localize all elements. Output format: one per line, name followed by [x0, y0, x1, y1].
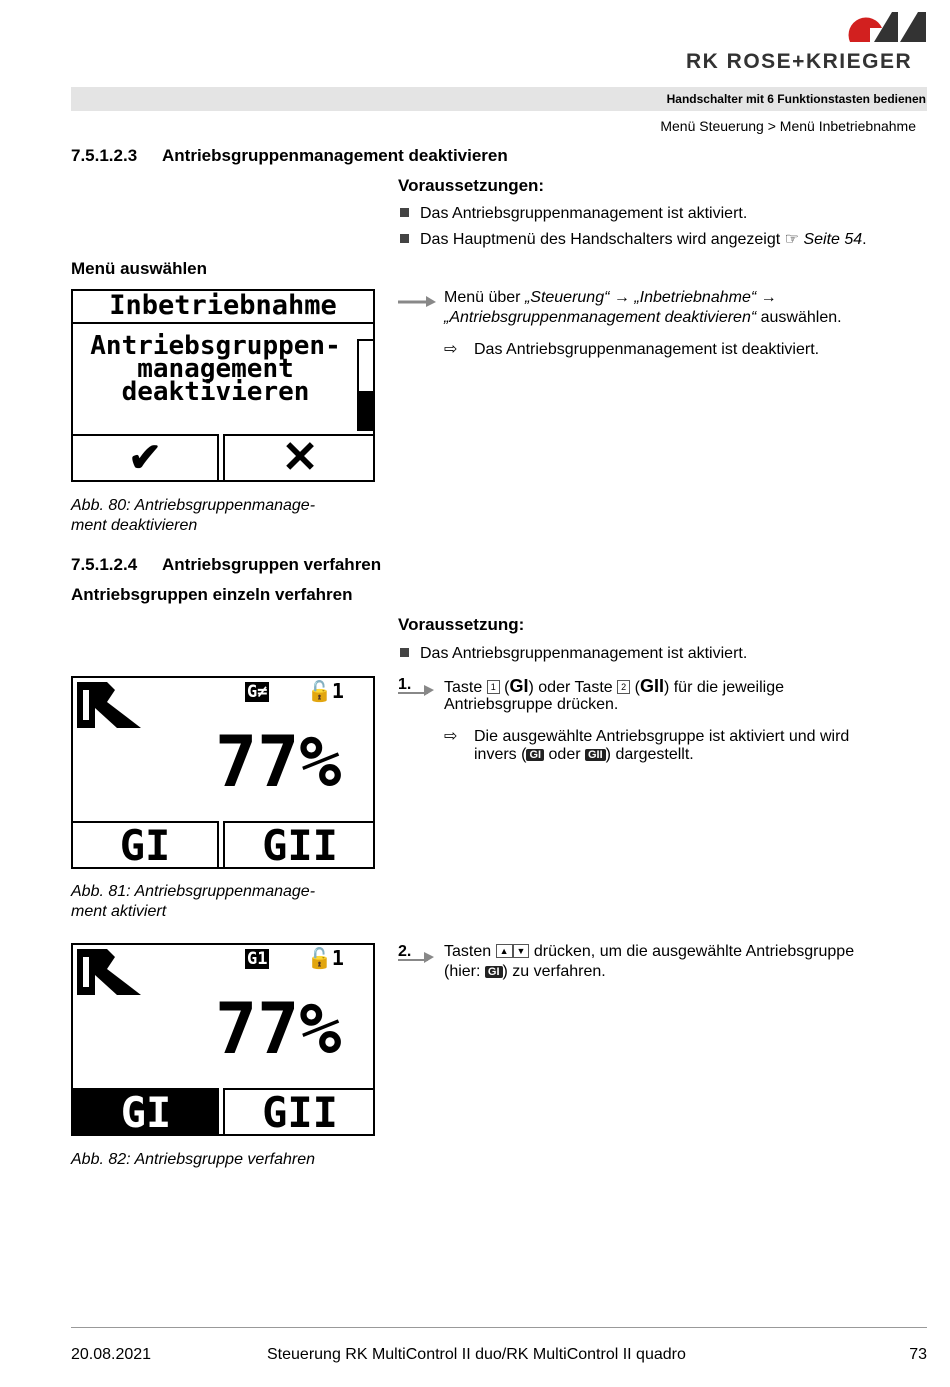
step-arrow-icon	[398, 293, 436, 307]
lcd-menu-text: Antriebsgruppen- management deaktivieren	[90, 331, 341, 407]
logo-mark-icon	[846, 8, 928, 44]
prereq-item: Das Antriebsgruppenmanagement ist aktiviert.	[400, 645, 747, 663]
prereq-heading-1: Voraussetzungen:	[398, 176, 545, 195]
left-heading-menu: Menü auswählen	[71, 259, 208, 278]
prereq-item: Das Hauptmenü des Handschalters wird angezeigt ☞ Seite 54.	[400, 229, 867, 249]
result-arrow-icon: ⇨	[444, 728, 458, 745]
breadcrumb: Menü Steuerung > Menü Inbetriebnahme	[660, 118, 916, 134]
result-text: invers ( GI oder GII ) dargestellt.	[474, 746, 694, 763]
lcd-screen-deactivate	[71, 289, 375, 482]
group-inverse-icon: GI	[485, 966, 503, 978]
percent-display: 77%	[215, 721, 342, 803]
lcd-title: Inbetriebnahme	[73, 291, 373, 324]
group-indicator: G≠	[247, 682, 268, 702]
footer-title: Steuerung RK MultiControl II duo/RK MultiControl II quadro	[267, 1346, 686, 1363]
step-text: Menü über „Steuerung“ → „Inbetriebnahme“ →	[444, 289, 777, 306]
brand-logo	[846, 8, 928, 44]
bullet-icon	[400, 234, 409, 243]
figure-caption-81: Abb. 81: Antriebsgruppenmanage- ment aktiviert	[71, 883, 316, 920]
step-number: 2.	[398, 943, 412, 960]
group-1-button: GI	[73, 821, 219, 869]
prereq-item: Das Antriebsgruppenmanagement ist aktiviert.	[400, 205, 747, 223]
figure-caption-82: Abb. 82: Antriebsgruppe verfahren	[71, 1151, 316, 1168]
step-text: Tasten ▲ ▼ drücken, um die ausgewählte Antriebsgruppe	[444, 943, 855, 960]
section-number-2: 7.5.1.2.4	[71, 555, 138, 574]
figure-caption-80: Abb. 80: Antriebsgruppenmanage- ment deaktivieren	[71, 497, 316, 534]
step-text: „Antriebsgruppenmanagement deaktivieren“ auswählen.	[444, 309, 842, 326]
lcd-scrollbar	[357, 339, 375, 431]
section-number-1: 7.5.1.2.3	[71, 146, 138, 165]
page-header-title: Handschalter mit 6 Funktionstasten bedienen	[666, 92, 926, 106]
footer-divider	[71, 1327, 927, 1328]
footer-date: 20.08.2021	[71, 1346, 152, 1363]
step-text: Taste 1 (GI) oder Taste 2 (GII) für die jeweilige	[444, 676, 785, 696]
link-hand-icon: ☞	[784, 231, 799, 248]
rk-logo-icon	[77, 682, 141, 728]
section-title-2: Antriebsgruppen verfahren	[162, 555, 382, 574]
key-1-icon: 1	[487, 680, 500, 694]
lcd-cancel-button	[223, 434, 375, 482]
group-inverse-icon: GI	[526, 749, 544, 761]
step-number: 1.	[398, 676, 412, 693]
result-text: ⇨ Die ausgewählte Antriebsgruppe ist aktiviert und wird	[444, 728, 850, 745]
group-2-button: GII	[223, 821, 375, 869]
subheading: Antriebsgruppen einzeln verfahren	[71, 585, 353, 604]
bullet-icon	[400, 648, 409, 657]
group-1-button-active: GI	[73, 1088, 219, 1136]
arrow-up-key-icon: ▲	[496, 944, 513, 958]
group-inverse-icon: GII	[585, 749, 606, 761]
key-2-icon: 2	[617, 680, 630, 694]
group-2-button: GII	[223, 1088, 375, 1136]
group-indicator: G1	[247, 949, 268, 969]
step-text: Antriebsgruppe drücken.	[444, 696, 619, 713]
lock-indicator: 🔓1	[307, 679, 344, 703]
rk-logo-icon	[77, 949, 141, 995]
lcd-ok-button	[73, 434, 219, 482]
section-title-1: Antriebsgruppenmanagement deaktivieren	[162, 146, 508, 165]
prereq-heading-2: Voraussetzung:	[398, 615, 525, 634]
result-text: ⇨ Das Antriebsgruppenmanagement ist deaktiviert.	[444, 341, 820, 358]
page-number: 73	[909, 1346, 927, 1363]
lcd-screen-active	[71, 676, 375, 869]
lcd-screen-move	[71, 943, 375, 1136]
arrow-down-key-icon: ▼	[513, 944, 530, 958]
step-text: (hier: GI ) zu verfahren.	[444, 963, 606, 980]
bullet-icon	[400, 208, 409, 217]
check-icon: ✔	[128, 436, 162, 480]
step-arrow-icon	[398, 949, 436, 963]
step-arrow-icon	[398, 682, 436, 696]
page-link[interactable]: Seite 54	[803, 231, 863, 248]
percent-display: 77%	[215, 988, 342, 1070]
lock-indicator: 🔓1	[307, 946, 344, 970]
close-icon: ✕	[281, 433, 319, 482]
brand-name: RK ROSE+KRIEGER	[686, 50, 913, 73]
result-arrow-icon: ⇨	[444, 341, 458, 358]
